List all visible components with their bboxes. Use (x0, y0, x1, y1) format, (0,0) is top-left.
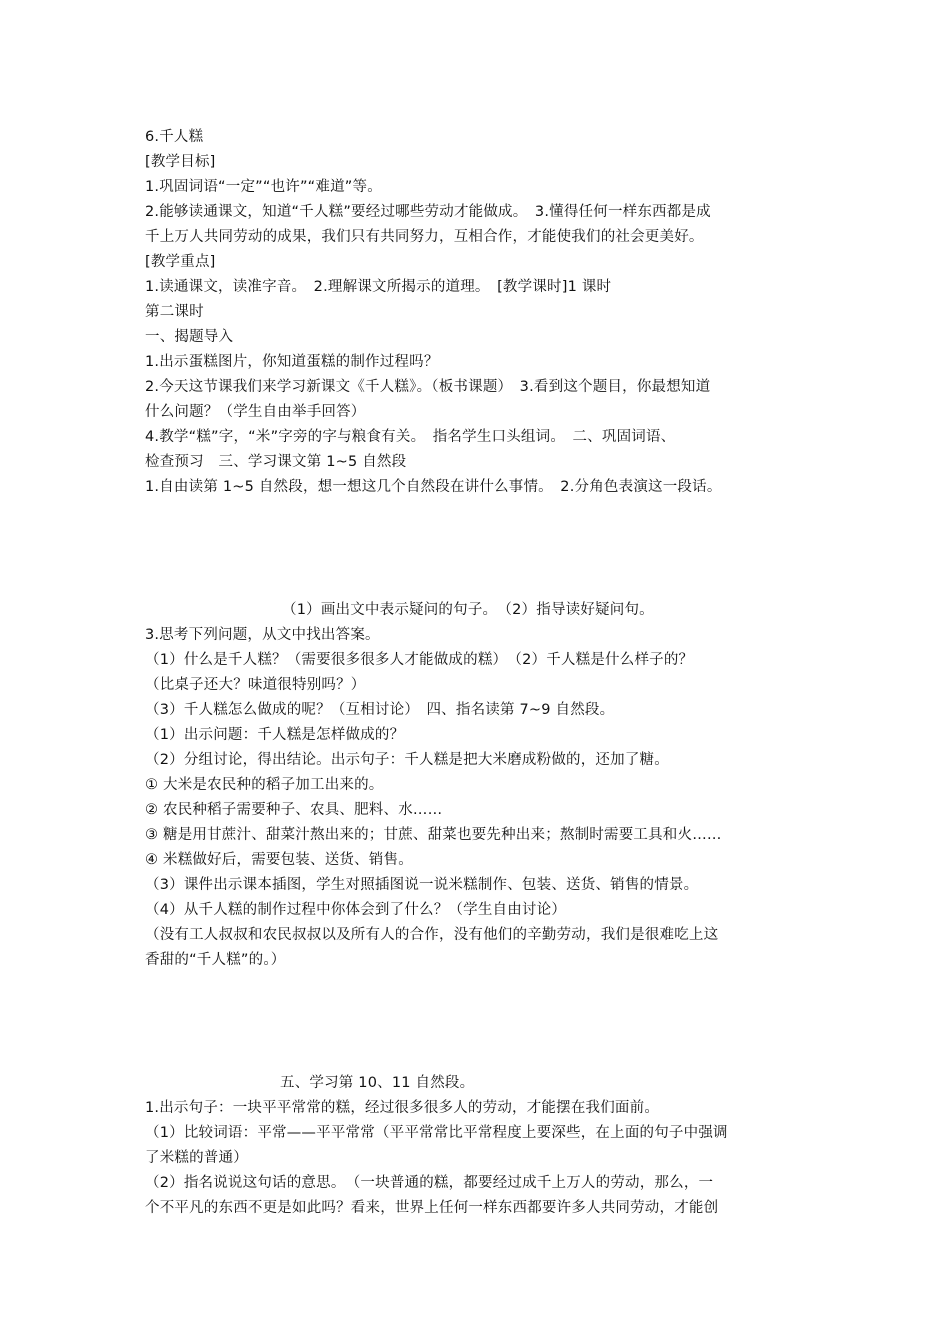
text-line: （1）什么是千人糕？（需要很多很多人才能做成的糕） （2）千人糕是什么样子的？ (145, 652, 694, 668)
text-line: 1.出示句子：一块平平常常的糕，经过很多很多人的劳动，才能摆在我们面前。 (145, 1100, 660, 1116)
text-line: （2）指名说说这句话的意思。 （一块普通的糕，都要经过成千上万人的劳动，那么，一 (145, 1175, 714, 1191)
text-line: （4）从千人糕的制作过程中你体会到了什么？（学生自由讨论） (145, 902, 567, 918)
text-line: 1.自由读第 1~5 自然段，想一想这几个自然段在讲什么事情。 2.分角色表演这一段话。 (145, 479, 722, 495)
section-heading-intro: 一、揭题导入 (145, 329, 234, 345)
text-line: 2.今天这节课我们来学习新课文《千人糕》。（板书课题） 3.看到这个题目，你最想知道 (145, 379, 711, 395)
text-line: （3）课件出示课本插图，学生对照插图说一说米糕制作、包装、送货、销售的情景。 (145, 877, 699, 893)
text-line: 1.出示蛋糕图片，你知道蛋糕的制作过程吗？ (145, 354, 439, 370)
text-line: （2）分组讨论，得出结论。出示句子：千人糕是把大米磨成粉做的，还加了糖。 (145, 752, 669, 768)
text-line: 1.巩固词语“一定”“也许”“难道”等。 (145, 179, 382, 195)
text-line: 2.能够读通课文，知道“千人糕”要经过哪些劳动才能做成。 3.懂得任何一样东西都是成 (145, 204, 711, 220)
text-line: （1）出示问题：千人糕是怎样做成的？ (145, 727, 405, 743)
list-item: ③ 糖是用甘蔗汁、甜菜汁熬出来的；甘蔗、甜菜也要先种出来；熬制时需要工具和火…… (145, 827, 722, 843)
lesson-title: 6.千人糕 (145, 129, 204, 145)
text-line: （1）比较词语：平常——平平常常（平平常常比平常程度上要深些，在上面的句子中强调 (145, 1125, 728, 1141)
text-line: 个不平凡的东西不更是如此吗？看来，世界上任何一样东西都要许多人共同劳动，才能创 (145, 1200, 719, 1216)
text-line: （没有工人叔叔和农民叔叔以及所有人的合作，没有他们的辛勤劳动，我们是很难吃上这 (145, 927, 719, 943)
text-line: 检查预习 三、学习课文第 1~5 自然段 (145, 454, 407, 470)
section-heading-focus: [教学重点] (145, 254, 216, 270)
text-line: 4.教学“糕”字，“米”字旁的字与粮食有关。 指名学生口头组词。 二、巩固词语、 (145, 429, 676, 445)
section-heading-goals: [教学目标] (145, 154, 216, 170)
section-heading-period: 第二课时 (145, 304, 204, 320)
list-item: ① 大米是农民种的稻子加工出来的。 (145, 777, 384, 793)
text-line: （3）千人糕怎么做成的呢？（互相讨论） 四、指名读第 7~9 自然段。 (145, 702, 615, 718)
text-line: 了米糕的普通） (145, 1150, 248, 1166)
section-heading-part5: 五、学习第 10、11 自然段。 (280, 1075, 475, 1091)
text-line: 香甜的“千人糕”的。） (145, 952, 286, 968)
list-item: ④ 米糕做好后，需要包装、送货、销售。 (145, 852, 413, 868)
text-line: 什么问题？（学生自由举手回答） (145, 404, 366, 420)
text-line: （1）画出文中表示疑问的句子。 （2）指导读好疑问句。 (282, 602, 654, 618)
text-line: 3.思考下列问题，从文中找出答案。 (145, 627, 380, 643)
list-item: ② 农民种稻子需要种子、农具、肥料、水…… (145, 802, 443, 818)
text-line: 1.读通课文，读准字音。 2.理解课文所揭示的道理。 [教学课时]1 课时 (145, 279, 612, 295)
text-line: 千上万人共同劳动的成果，我们只有共同努力，互相合作，才能使我们的社会更美好。 (145, 229, 704, 245)
text-line: （比桌子还大？味道很特别吗？） (145, 677, 366, 693)
